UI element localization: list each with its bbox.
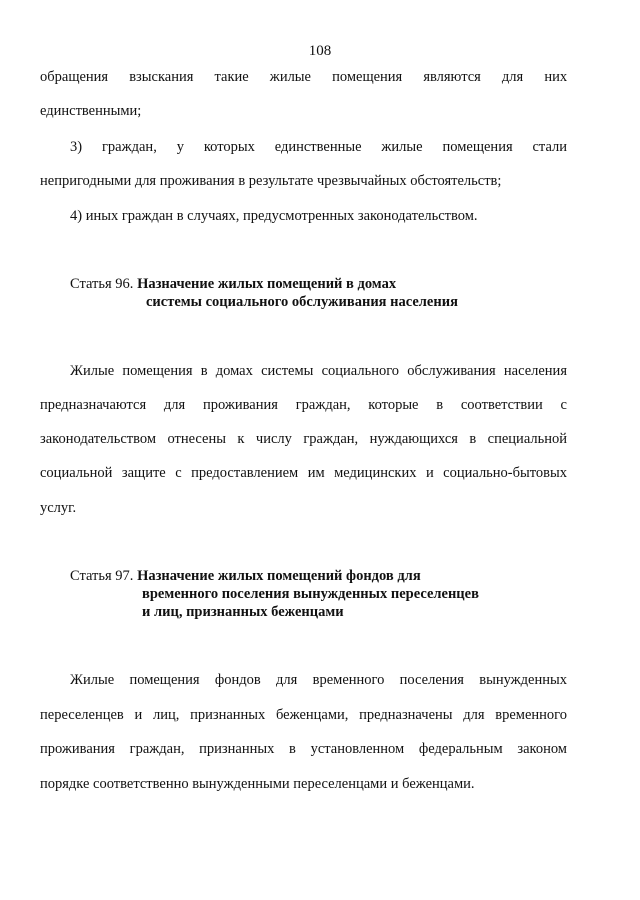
article-96-prefix: Статья 96. xyxy=(70,276,134,292)
article-96-body-line-5: услуг. xyxy=(40,500,77,516)
article-97-body-line-2: переселенцев и лиц, признанных беженцами, предназначены для временного xyxy=(40,707,567,723)
page-number: 108 xyxy=(308,43,332,59)
item-4: 4) иных граждан в случаях, предусмотренных законодательством. xyxy=(70,208,478,224)
article-96-title-line-1: Назначение жилых помещений в домах xyxy=(137,276,397,292)
article-96-body-line-2: предназначаются для проживания граждан, которые в соответствии с xyxy=(40,397,567,413)
item-3-line-2: непригодными для проживания в результате чрезвычайных обстоятельств; xyxy=(40,173,502,189)
item-3-line-1: 3) граждан, у которых единственные жилые помещения стали xyxy=(70,139,568,155)
article-97-title-line-3: и лиц, признанных беженцами xyxy=(142,604,344,620)
article-97-title-line-1: Назначение жилых помещений фондов для xyxy=(137,568,421,584)
article-96-heading xyxy=(70,275,396,293)
intro-line-2: единственными; xyxy=(40,103,142,119)
article-97-heading xyxy=(70,567,421,585)
article-97-title-line-2: временного поселения вынужденных переселенцев xyxy=(142,586,479,602)
article-96-body-line-1: Жилые помещения в домах системы социального обслуживания населения xyxy=(70,363,567,379)
article-97-prefix: Статья 97. xyxy=(70,568,134,584)
article-97-body-line-3: проживания граждан, признанных в установленном федеральным законом xyxy=(40,741,567,757)
article-96-body-line-3: законодательством отнесены к числу граждан, нуждающихся в специальной xyxy=(40,431,567,447)
article-97-body-line-4: порядке соответственно вынужденными переселенцами и беженцами. xyxy=(40,776,475,792)
article-97-body-line-1: Жилые помещения фондов для временного поселения вынужденных xyxy=(70,672,567,688)
article-96-title-line-2: системы социального обслуживания населения xyxy=(146,294,458,310)
intro-line-1: обращения взыскания такие жилые помещения являются для них xyxy=(40,69,568,85)
article-96-body-line-4: социальной защите с предоставлением им медицинских и социально-бытовых xyxy=(40,465,567,481)
